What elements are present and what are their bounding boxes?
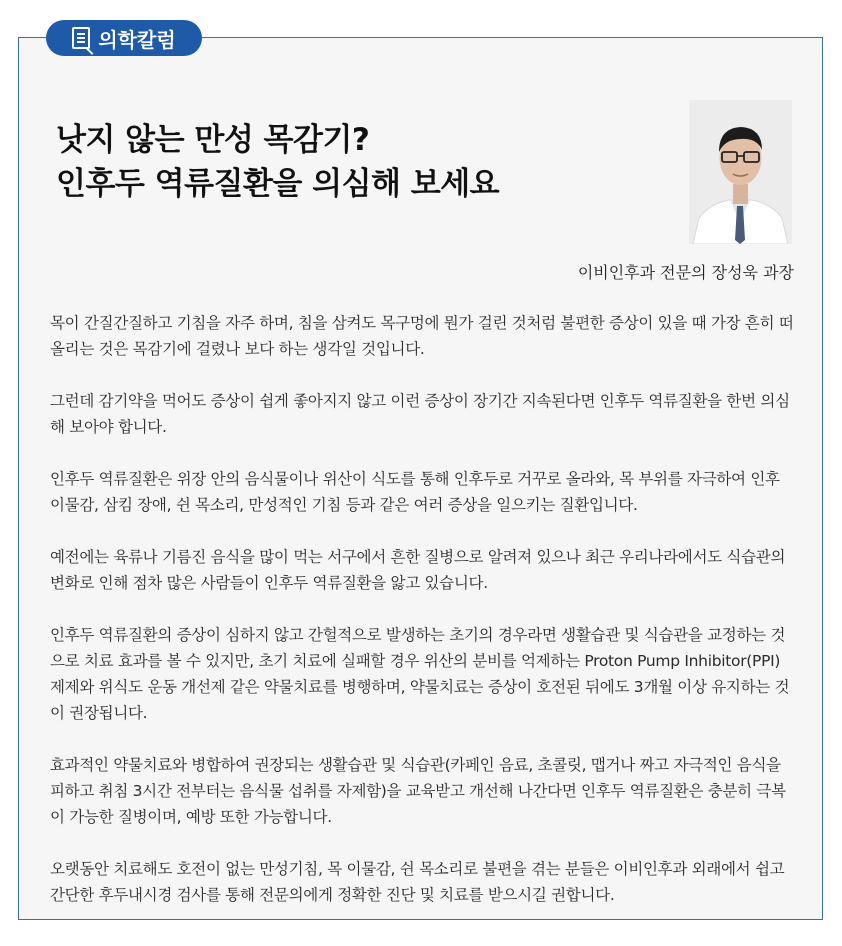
badge-label: 의학칼럼: [98, 27, 176, 52]
title-line-1: 낫지 않는 만성 목감기?: [56, 122, 370, 158]
paragraph: 그런데 감기약을 먹어도 증상이 쉽게 좋아지지 않고 이런 증상이 장기간 지속된다면 인후두 역류질환을 한번 의심해 보아야 합니다.: [50, 392, 790, 436]
column-badge: [46, 20, 202, 56]
paragraph: 인후두 역류질환은 위장 안의 음식물이나 위산이 식도를 통해 인후두로 거꾸로 올라와, 목 부위를 자극하여 인후 이물감, 삼킴 장애, 쉰 목소리, 만성적인 기침 등과 같은 여러 증상을 일으키는 질환입니다.: [50, 470, 780, 514]
document-icon: [72, 27, 90, 49]
author-photo: [689, 100, 792, 244]
paragraph: 인후두 역류질환의 증상이 심하지 않고 간헐적으로 발생하는 초기의 경우라면 생활습관 및 식습관을 교정하는 것으로 치료 효과를 볼 수 있지만, 초기 치료에 실패할 경우 위산의 분비를 억제하는 Proton Pump Inhibitor(PPI) 제제와 위식도 운동 개선제 같은 약물치료를 병행하며, 약물치료는 증상이 호전된 뒤에도 3개월 이상 유지하는 것이 권장됩니다.: [50, 626, 790, 722]
author-byline: 이비인후과 전문의 장성욱 과장: [577, 263, 794, 282]
paragraph: 오랫동안 치료해도 호전이 없는 만성기침, 목 이물감, 쉰 목소리로 불편을 겪는 분들은 이비인후과 외래에서 쉽고 간단한 후두내시경 검사를 통해 전문의에게 정확한 진단 및 치료를 받으시길 권합니다.: [50, 860, 785, 904]
title-line-2: 인후두 역류질환을 의심해 보세요: [56, 166, 500, 202]
article-body: [50, 310, 798, 934]
paragraph: 효과적인 약물치료와 병합하여 권장되는 생활습관 및 식습관(카페인 음료, 초콜릿, 맵거나 짜고 자극적인 음식을 피하고 취침 3시간 전부터는 음식물 섭취를 자제함)을 교육받고 개선해 나간다면 인후두 역류질환은 충분히 극복이 가능한 질병이며, 예방 또한 가능합니다.: [50, 756, 786, 826]
paragraph: 예전에는 육류나 기름진 음식을 많이 먹는 서구에서 흔한 질병으로 알려져 있으나 최근 우리나라에서도 식습관의 변화로 인해 점차 많은 사람들이 인후두 역류질환을 앓고 있습니다.: [50, 548, 786, 592]
article-title: [56, 118, 499, 206]
paragraph: 목이 간질간질하고 기침을 자주 하며, 침을 삼켜도 목구멍에 뭔가 걸린 것처럼 불편한 증상이 있을 때 가장 흔히 떠올리는 것은 목감기에 걸렸나 보다 하는 생각일 것입니다.: [50, 314, 794, 358]
